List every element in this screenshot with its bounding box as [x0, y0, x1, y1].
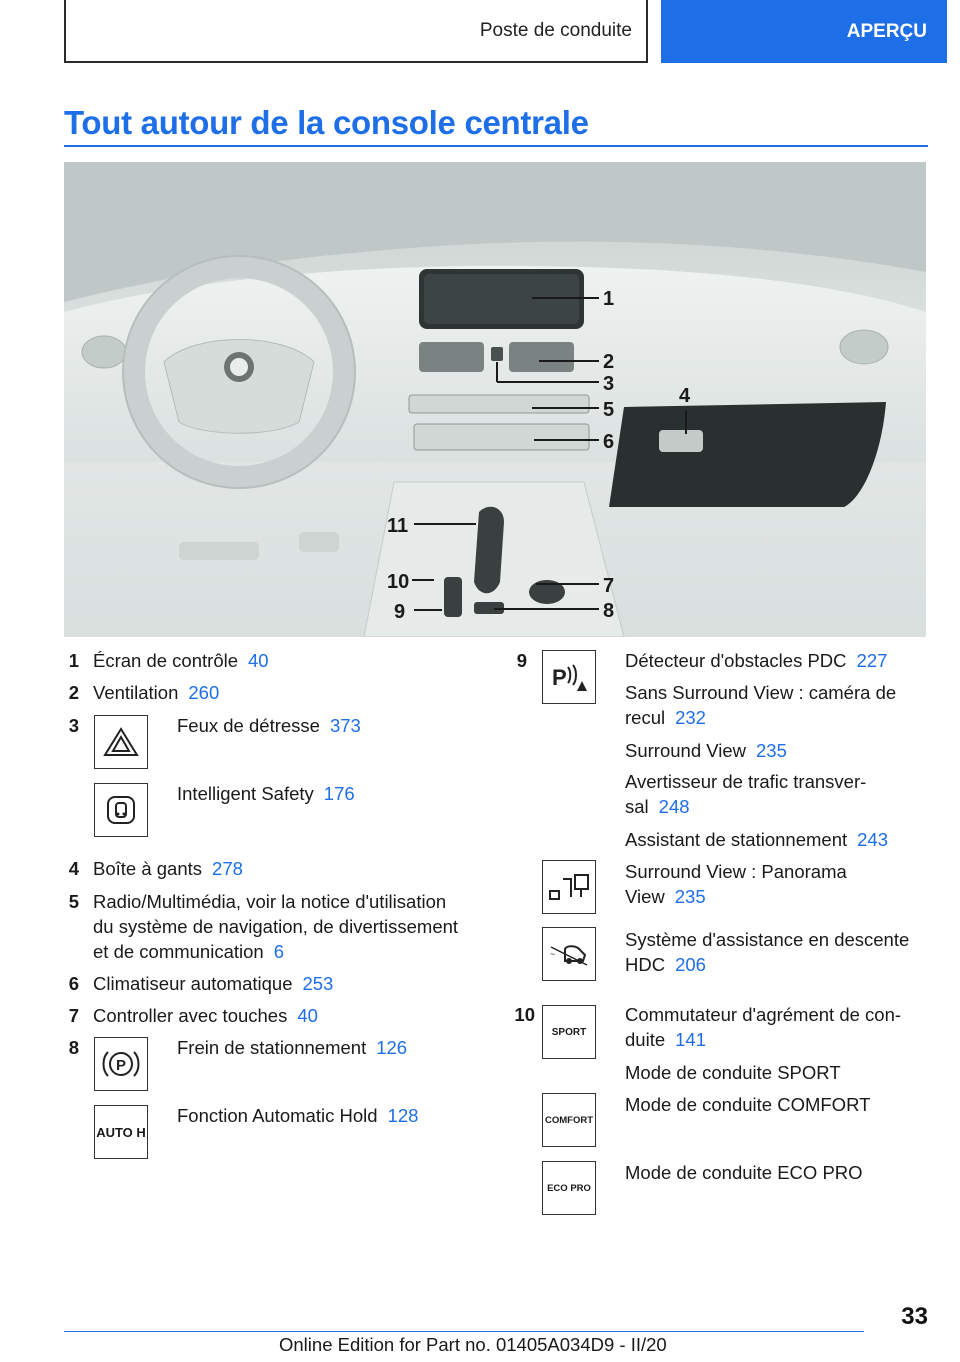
page-link[interactable]: 227: [856, 650, 888, 671]
item-text: Système d'assistance en descente HDC 206: [625, 929, 910, 975]
sport-mode-icon: SPORT: [542, 1005, 596, 1059]
page-link[interactable]: 260: [188, 682, 220, 703]
callout-1: 1: [603, 288, 615, 310]
page-link[interactable]: 176: [323, 783, 355, 804]
item-text: Mode de conduite SPORT: [625, 1062, 841, 1083]
page-link[interactable]: 243: [857, 829, 889, 850]
page-link[interactable]: 232: [675, 707, 706, 728]
callout-8: 8: [603, 600, 615, 622]
callout-9: 9: [394, 601, 406, 623]
item-number: 2: [68, 682, 79, 703]
item-text: Surround View : Panorama View 235: [625, 861, 847, 907]
callout-11: 11: [387, 515, 409, 537]
item-text: Mode de conduite ECO PRO: [625, 1162, 863, 1183]
section-tab[interactable]: Poste de conduite: [64, 0, 648, 63]
page-link[interactable]: 278: [212, 858, 243, 879]
item-text: Controller avec touches 40: [93, 1005, 318, 1026]
page-link[interactable]: 40: [297, 1005, 318, 1026]
title-rule: [64, 145, 928, 147]
callout-4: 4: [679, 385, 691, 407]
item-text: Boîte à gants 278: [93, 858, 243, 879]
item-text: Mode de conduite COMFORT: [625, 1094, 871, 1115]
page-link[interactable]: 141: [675, 1029, 706, 1050]
page-link[interactable]: 235: [674, 886, 706, 907]
page-link[interactable]: 248: [658, 796, 690, 817]
legend-item-3: [64, 713, 474, 838]
page-link[interactable]: 253: [302, 973, 334, 994]
overview-tab[interactable]: APERÇU: [661, 0, 947, 63]
callout-7: 7: [603, 575, 615, 597]
svg-text:P: P: [552, 665, 567, 690]
callout-10: 10: [387, 571, 410, 593]
legend-item-8: [64, 1035, 474, 1165]
page-link[interactable]: 6: [273, 941, 284, 962]
callout-5: 5: [603, 399, 615, 421]
callout-6: 6: [603, 431, 615, 453]
parking-brake-icon: [94, 1037, 148, 1091]
page-link[interactable]: 126: [376, 1037, 408, 1058]
svg-text:~: ~: [550, 949, 556, 959]
item-text: Ventilation 260: [93, 682, 220, 703]
item-number: 4: [68, 858, 79, 879]
page-link[interactable]: 128: [387, 1105, 419, 1126]
intelligent-safety-icon: [94, 783, 148, 837]
item-text: Commutateur d'agrément de con- duite 141: [625, 1004, 902, 1050]
item-text: Avertisseur de trafic transver- sal 248: [625, 771, 867, 817]
item-text: Intelligent Safety 176: [177, 783, 355, 804]
item-text: Écran de contrôle 40: [93, 650, 269, 671]
page-number: 33: [901, 1303, 928, 1330]
comfort-mode-icon: COMFORT: [542, 1093, 596, 1147]
panorama-view-icon: [542, 860, 596, 914]
pdc-icon: [542, 650, 596, 704]
item-text: Fonction Automatic Hold 128: [177, 1105, 419, 1126]
item-text: Feux de détresse 373: [177, 715, 361, 736]
eco-pro-mode-icon: ECO PRO: [542, 1161, 596, 1215]
page-link[interactable]: 206: [675, 954, 706, 975]
item-number: 7: [68, 1005, 79, 1026]
item-text: Sans Surround View : caméra de recul 232: [625, 682, 897, 728]
footer-rule: [64, 1331, 864, 1332]
item-number: 5: [68, 891, 79, 912]
item-number: 3: [68, 715, 79, 736]
footer-edition: Online Edition for Part no. 01405A034D9 - II/20: [279, 1334, 667, 1355]
item-number: 1: [68, 650, 79, 671]
item-number: 9: [516, 650, 527, 671]
auto-hold-icon: AUTO H: [94, 1105, 148, 1159]
legend-item-9: [505, 648, 930, 978]
page-link[interactable]: 373: [329, 715, 361, 736]
item-text: Détecteur d'obstacles PDC 227: [625, 650, 888, 671]
page-title: Tout autour de la console centrale: [64, 104, 589, 141]
hazard-warning-icon: [94, 715, 148, 769]
legend-item-10: [505, 1002, 930, 1222]
item-number: 8: [68, 1037, 79, 1058]
item-text: Assistant de stationnement 243: [625, 829, 889, 850]
item-number: 6: [68, 973, 79, 994]
item-text: Surround View 235: [625, 740, 787, 761]
page-link[interactable]: 235: [756, 740, 787, 761]
callout-3: 3: [603, 373, 615, 395]
dashboard-illustration: [64, 162, 926, 637]
item-text: Radio/Multimédia, voir la notice d'utilisation du système de navigation, de divertissement et de communication 6: [93, 891, 459, 962]
hill-descent-control-icon: [542, 927, 596, 981]
item-number: 10: [514, 1004, 535, 1025]
item-text: Climatiseur automatique 253: [93, 973, 334, 994]
item-text: Frein de stationnement 126: [177, 1037, 408, 1058]
callout-2: 2: [603, 351, 615, 373]
svg-text:P: P: [115, 1057, 127, 1074]
page-link[interactable]: 40: [248, 650, 269, 671]
